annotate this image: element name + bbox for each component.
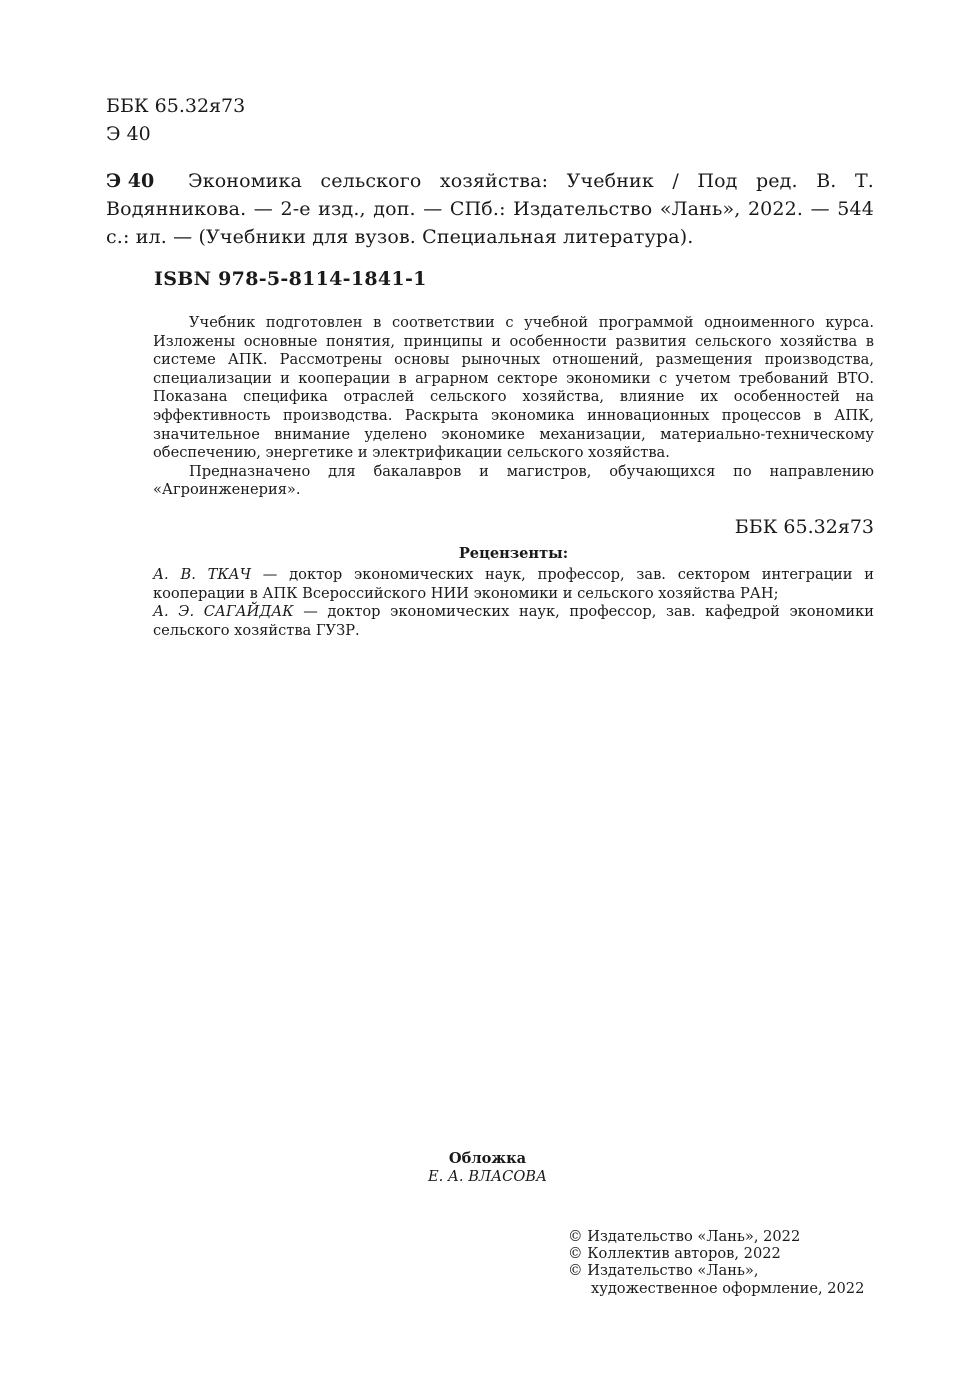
cover-designer: Е. А. ВЛАСОВА — [427, 1168, 548, 1185]
reviewers-title: Рецензенты: — [458, 545, 569, 562]
copyright-line: © Издательство «Лань», — [568, 1262, 759, 1280]
reviewer-entry — [153, 566, 874, 603]
reviewer-name: А. В. ТКАЧ — [153, 566, 251, 583]
reviewer-name: А. Э. САГАЙДАК — [153, 603, 294, 621]
author-mark: Э 40 — [106, 123, 151, 145]
bbk-code: ББК 65.32я73 — [106, 95, 246, 117]
entry-code: Э 40 — [106, 170, 155, 192]
classification-block — [106, 92, 245, 148]
abstract — [153, 314, 874, 500]
copyright-line: © Коллектив авторов, 2022 — [568, 1245, 781, 1263]
reviewers-list — [153, 566, 874, 640]
reviewer-description: — доктор экономических наук, профессор, зав. сектором интеграции и кооперации в АПК Всероссийского НИИ экономики и сельского хозяйства РАН; — [153, 566, 874, 602]
copyright-block — [568, 1228, 864, 1297]
reviewer-entry — [153, 603, 874, 640]
copyright-line: художественное оформление, 2022 — [591, 1279, 865, 1297]
cover-title: Обложка — [448, 1150, 527, 1167]
abstract-paragraph: Предназначено для бакалавров и магистров, обучающихся по направлению «Агроинженерия». — [153, 462, 874, 499]
reviewer-description: — доктор экономических наук, профессор, зав. кафедрой экономики сельского хозяйства ГУЗР. — [153, 603, 874, 639]
isbn: ISBN 978-5-8114-1841-1 — [154, 268, 427, 290]
bibliographic-entry: Экономика сельского хозяйства: Учебник / Под ред. В. Т. Водянникова. — 2-е изд., доп. — СПб.: Издательство «Лань», 2022. — 544 с.: ил. — (Учебники для вузов. Специальная литература). — [106, 170, 874, 248]
bbk-code-bottom: ББК 65.32я73 — [734, 516, 874, 538]
copyright-line: © Издательство «Лань», 2022 — [568, 1228, 801, 1245]
abstract-paragraph: Учебник подготовлен в соответствии с учебной программой одноименного курса. Изложены основные понятия, принципы и особенности развития сельского хозяйства в системе АПК. Рассмотрены основы рыночных отношений, размещения производства, специализации и кооперации в аграрном секторе экономики с учетом требований ВТО. Показана специфика отраслей сельского хозяйства, влияние их особенностей на эффективность производства. Раскрыта экономика инновационных процессов в АПК, значительное внимание уделено экономике механизации, материально-техническому обеспечению, энергетике и электрификации сельского хозяйства. — [153, 314, 874, 462]
